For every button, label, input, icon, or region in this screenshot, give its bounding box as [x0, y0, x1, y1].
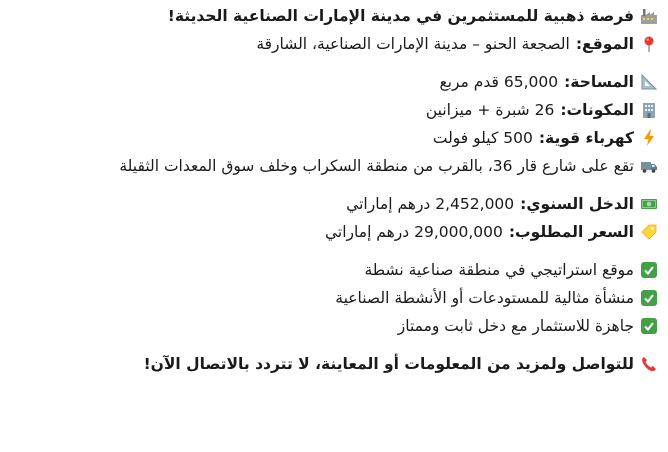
power-value: 500 كيلو فولت [432, 129, 533, 147]
area-value: 65,000 قدم مربع [439, 73, 559, 91]
income-value: 2,452,000 درهم إماراتي [346, 195, 515, 213]
access-text: تقع على شارع قار 36، بالقرب من منطقة السكراب وخلف سوق المعدات الثقيلة [119, 157, 634, 175]
check-mark-icon [640, 261, 658, 279]
income-line [10, 190, 658, 218]
area-line [10, 68, 658, 96]
contact-line [10, 350, 658, 378]
feature-text: منشأة مثالية للمستودعات أو الأنشطة الصناعية [335, 289, 634, 307]
factory-icon [640, 7, 658, 25]
feature-item [10, 312, 658, 340]
office-building-icon [640, 101, 658, 119]
dollar-banknote-icon [640, 195, 658, 213]
price-line [10, 218, 658, 246]
price-label: السعر المطلوب: [508, 223, 634, 241]
truck-icon [640, 157, 658, 175]
price-value: 29,000,000 درهم إماراتي [325, 223, 503, 241]
components-value: 26 شبرة + ميزانين [425, 101, 555, 119]
location-value: الصجعة الحنو – مدينة الإمارات الصناعية، الشارقة [256, 35, 570, 53]
contact-text: للتواصل ولمزيد من المعلومات أو المعاينة، لا تتردد بالاتصال الآن! [143, 355, 634, 373]
triangular-ruler-icon [640, 73, 658, 91]
income-label: الدخل السنوي: [520, 195, 634, 213]
headline-text: فرصة ذهبية للمستثمرين في مدينة الإمارات الصناعية الحديثة! [167, 7, 634, 25]
power-line [10, 124, 658, 152]
components-line [10, 96, 658, 124]
location-line [10, 30, 658, 58]
feature-item [10, 256, 658, 284]
area-label: المساحة: [564, 73, 634, 91]
access-line [10, 152, 658, 180]
check-mark-icon [640, 289, 658, 307]
location-label: الموقع: [575, 35, 634, 53]
feature-item [10, 284, 658, 312]
headline-line [10, 2, 658, 30]
power-label: كهرباء قوية: [538, 129, 634, 147]
round-pushpin-icon [640, 35, 658, 53]
lightning-icon [640, 129, 658, 147]
telephone-receiver-icon [640, 355, 658, 373]
check-mark-icon [640, 317, 658, 335]
price-tag-icon [640, 223, 658, 241]
feature-text: جاهزة للاستثمار مع دخل ثابت وممتاز [397, 317, 634, 335]
components-label: المكونات: [560, 101, 634, 119]
feature-text: موقع استراتيجي في منطقة صناعية نشطة [364, 261, 634, 279]
